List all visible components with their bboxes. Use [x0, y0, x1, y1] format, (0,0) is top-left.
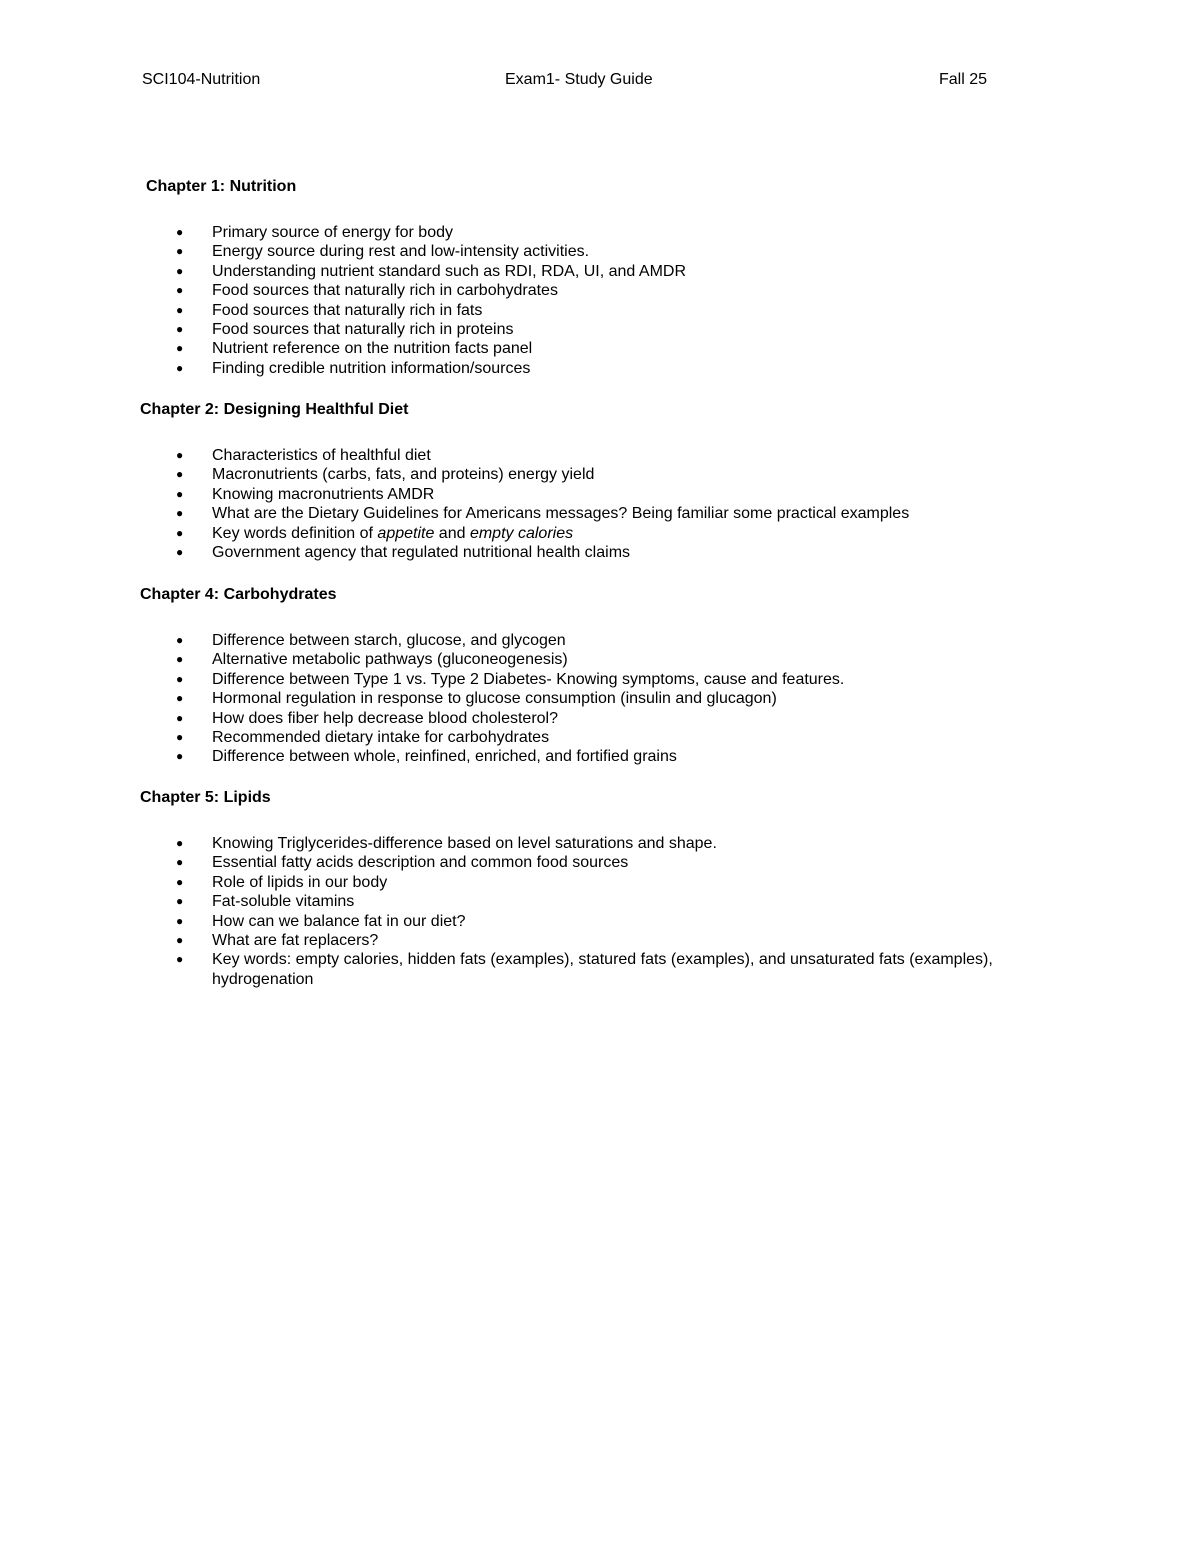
bullet-icon: ●	[176, 633, 184, 647]
bullet-icon: ●	[176, 913, 184, 928]
topic-list	[140, 223, 1040, 378]
term-appetite: appetite	[377, 524, 435, 542]
bullet-icon: ●	[176, 691, 184, 706]
topic-list	[140, 834, 1040, 989]
list-item: ● Government agency that regulated nutritional health claims	[176, 544, 631, 562]
list-item: ● What are the Dietary Guidelines for Americans messages? Being familiar some practical examples	[176, 505, 910, 523]
chapter-heading: Chapter 1: Nutrition	[146, 178, 297, 195]
chapter-2-section	[140, 400, 1040, 562]
list-item: ● How can we balance fat in our diet?	[176, 912, 466, 930]
course-code: SCI104-Nutrition	[142, 71, 261, 88]
list-item: ● Role of lipids in our body	[176, 873, 388, 891]
bullet-icon: ●	[176, 749, 184, 764]
bullet-icon: ●	[176, 730, 184, 745]
list-item: ● Fat-soluble vitamins	[176, 893, 355, 911]
list-item: ● What are fat replacers?	[176, 932, 379, 950]
topic-list	[140, 631, 1040, 767]
list-item: ● Macronutrients (carbs, fats, and proteins) energy yield	[176, 466, 595, 484]
list-item: ● Alternative metabolic pathways (gluconeogenesis)	[176, 651, 568, 669]
term-empty-calories: empty calories	[469, 524, 574, 542]
list-item: ● Food sources that naturally rich in fats	[176, 301, 483, 319]
list-item: ● Nutrient reference on the nutrition facts panel	[176, 340, 533, 358]
document-title: Exam1- Study Guide	[505, 71, 653, 88]
bullet-icon: ●	[176, 360, 184, 375]
list-item: ● Food sources that naturally rich in proteins	[176, 321, 514, 339]
list-item: ● Primary source of energy for body	[176, 224, 453, 241]
bullet-icon: ●	[176, 710, 184, 725]
bullet-icon: ●	[176, 486, 184, 501]
list-item: ● Difference between whole, reinfined, enriched, and fortified grains	[176, 748, 677, 766]
bullet-icon: ●	[176, 225, 184, 239]
list-item: ● Knowing Triglycerides-difference based on level saturations and shape.	[176, 835, 717, 852]
bullet-icon: ●	[176, 525, 184, 540]
bullet-icon: ●	[176, 263, 184, 278]
bullet-icon: ●	[176, 545, 184, 560]
list-item: ● Key words: empty calories, hidden fats (examples), statured fats (examples), and unsaturated fats (examples), hydrogenation	[176, 951, 993, 988]
chapter-4-section	[140, 585, 1040, 767]
list-item: ● Knowing macronutrients AMDR	[176, 485, 435, 503]
bullet-icon: ●	[176, 652, 184, 667]
bullet-icon: ●	[176, 302, 184, 317]
chapter-1-section	[140, 177, 1040, 378]
bullet-icon: ●	[176, 836, 184, 850]
bullet-icon: ●	[176, 894, 184, 909]
list-item: ● Recommended dietary intake for carbohydrates	[176, 729, 550, 747]
bullet-icon: ●	[176, 933, 184, 948]
bullet-icon: ●	[176, 855, 184, 870]
bullet-icon: ●	[176, 506, 184, 521]
list-item: ● Hormonal regulation in response to glucose consumption (insulin and glucagon)	[176, 690, 777, 708]
list-item: ● Difference between starch, glucose, and glycogen	[176, 632, 566, 649]
bullet-icon: ●	[176, 467, 184, 482]
list-item: ● Energy source during rest and low-intensity activities.	[176, 243, 590, 261]
list-item: ● Understanding nutrient standard such as RDI, RDA, UI, and AMDR	[176, 262, 686, 280]
list-item: ● Difference between Type 1 vs. Type 2 Diabetes- Knowing symptoms, cause and features.	[176, 670, 845, 688]
list-item: ● How does fiber help decrease blood cholesterol?	[176, 709, 558, 727]
chapter-5-section	[140, 788, 1040, 989]
list-item: ● Key words definition of appetite and empty calories	[176, 524, 574, 542]
bullet-icon: ●	[176, 322, 184, 337]
list-item: ● Finding credible nutrition information/sources	[176, 359, 531, 377]
topic-list	[140, 446, 1040, 562]
list-item: ● Essential fatty acids description and common food sources	[176, 854, 629, 872]
bullet-icon: ●	[176, 448, 184, 462]
page-header	[0, 70, 1200, 92]
bullet-icon: ●	[176, 283, 184, 298]
chapter-heading: Chapter 4: Carbohydrates	[140, 586, 337, 603]
bullet-icon: ●	[176, 244, 184, 259]
list-item: ● Characteristics of healthful diet	[176, 447, 431, 464]
bullet-icon: ●	[176, 874, 184, 889]
chapter-heading: Chapter 5: Lipids	[140, 789, 271, 806]
bullet-icon: ●	[176, 671, 184, 686]
chapter-heading: Chapter 2: Designing Healthful Diet	[140, 401, 409, 418]
term-label: Fall 25	[939, 71, 988, 88]
list-item: ● Food sources that naturally rich in carbohydrates	[176, 282, 558, 300]
bullet-icon: ●	[176, 952, 184, 967]
bullet-icon: ●	[176, 341, 184, 356]
